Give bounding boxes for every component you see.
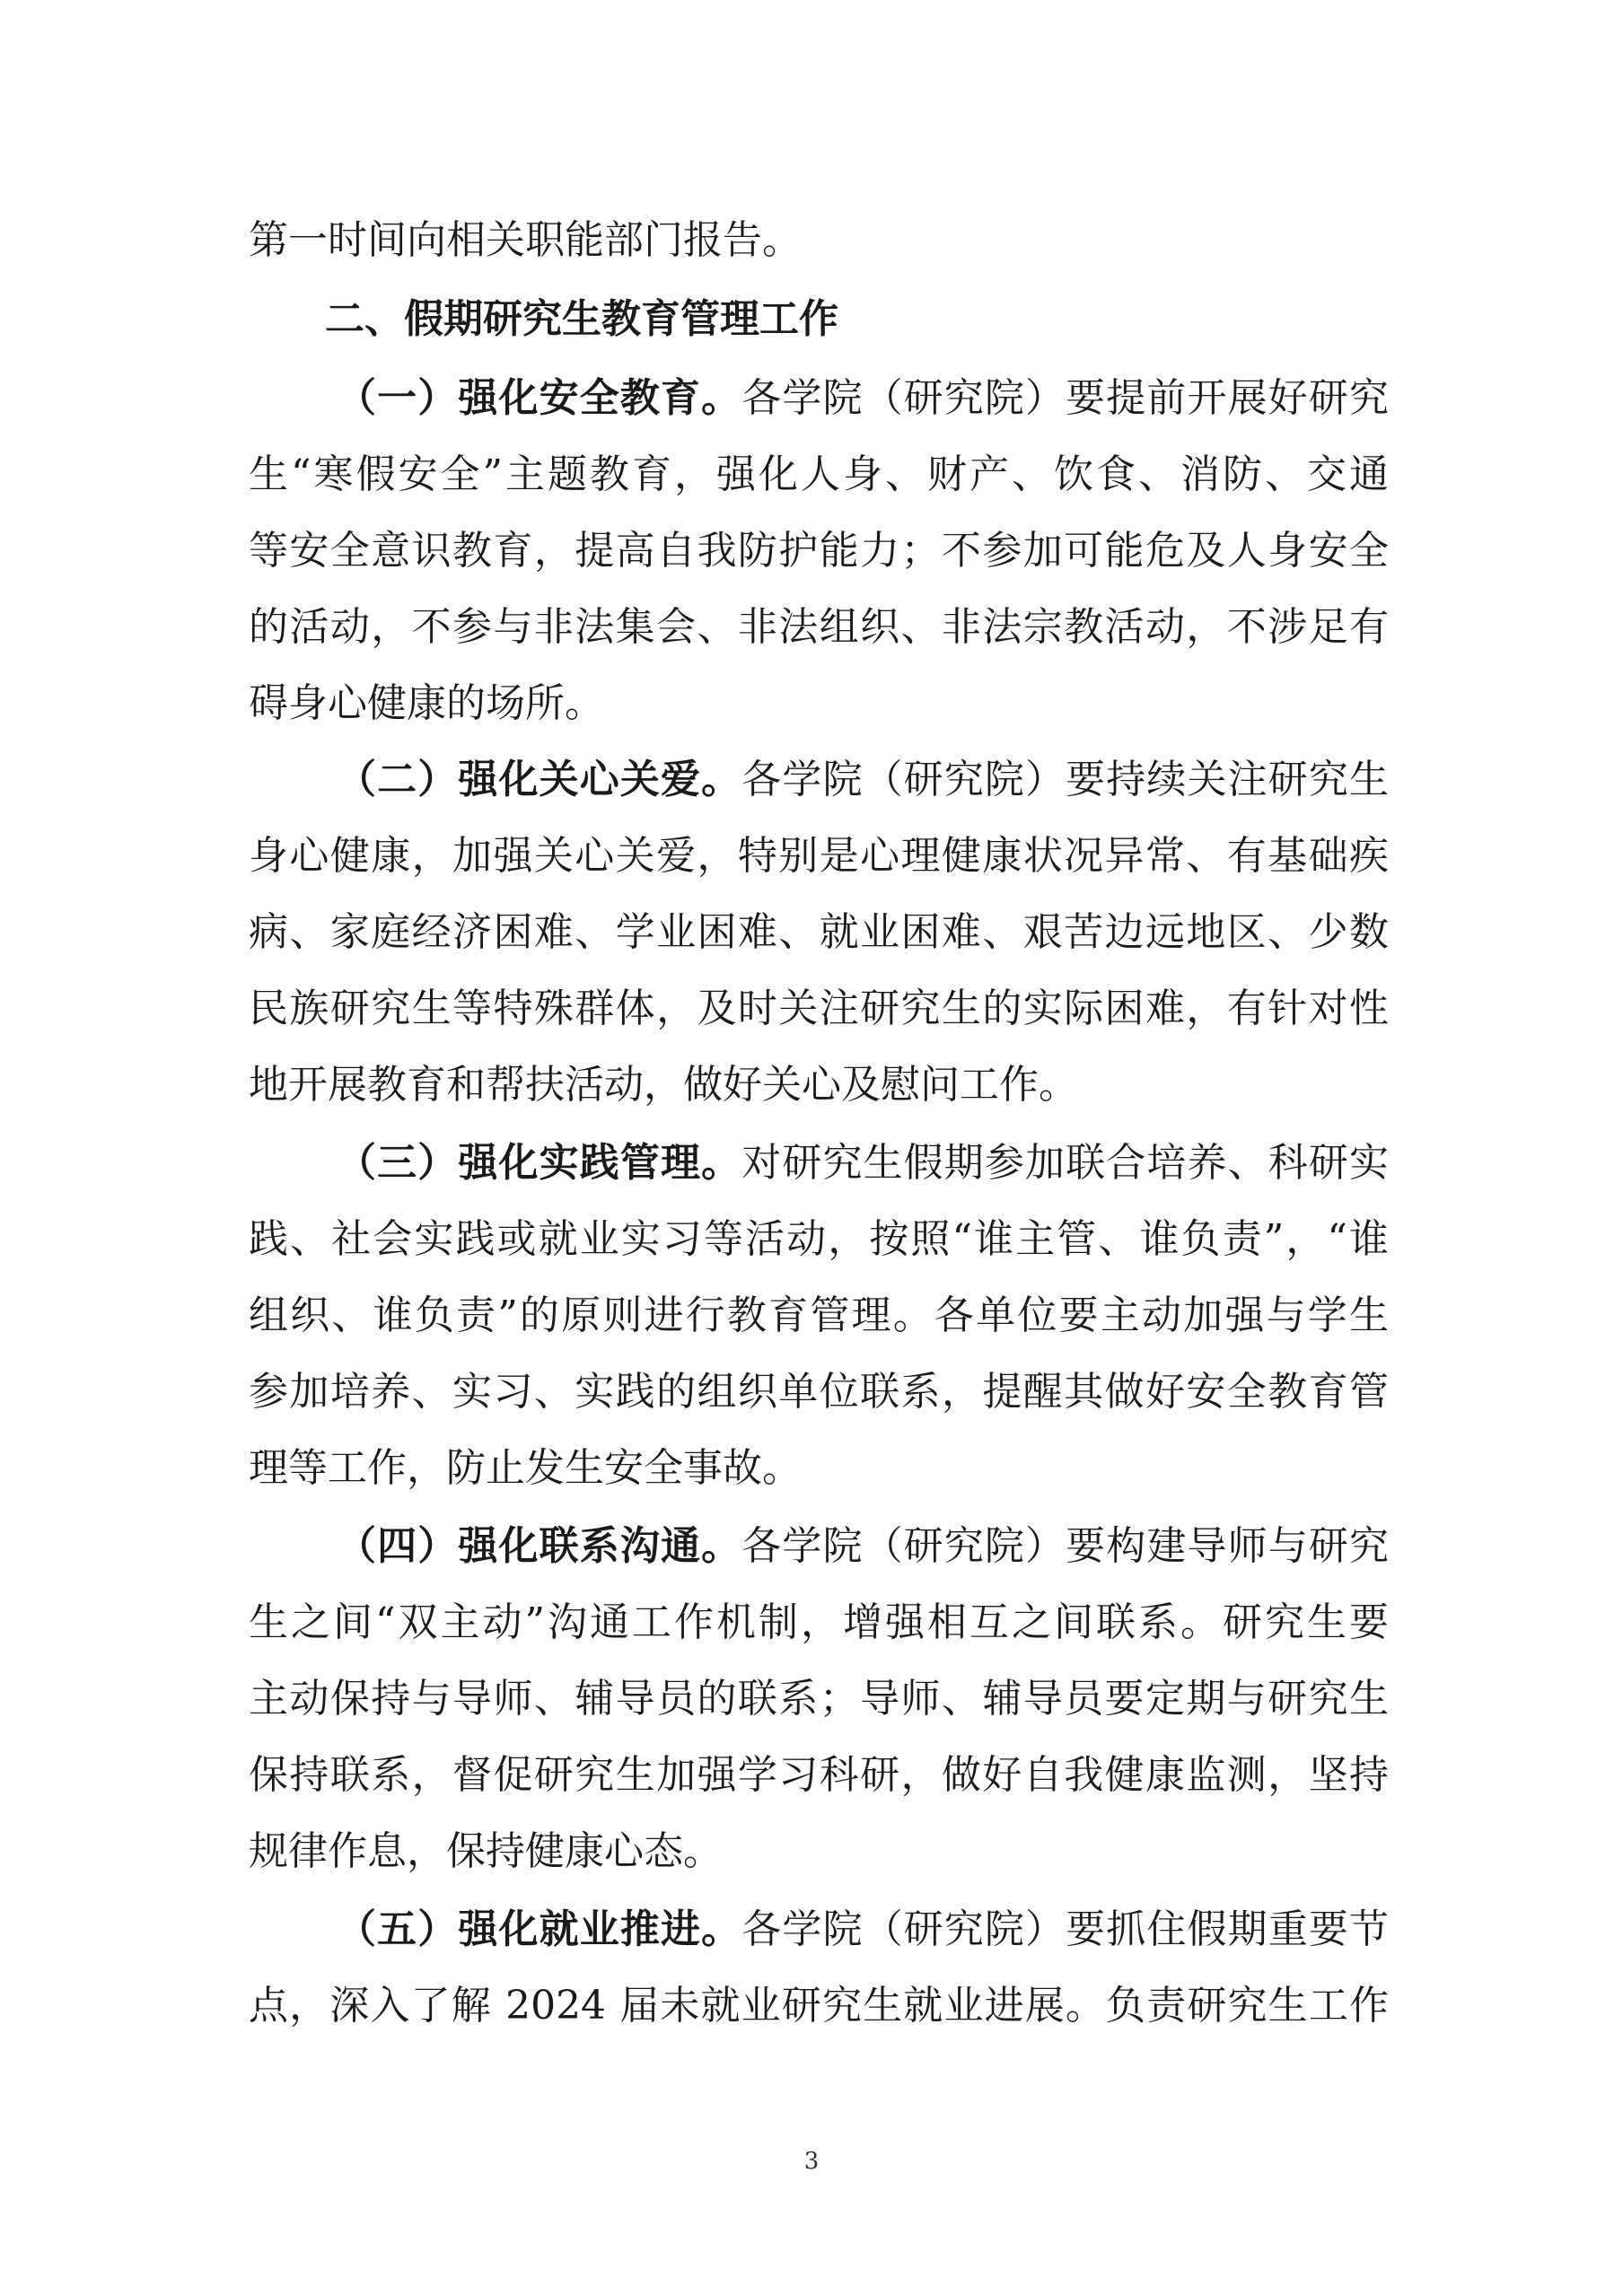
paragraph-2-line-2: 身心健康，加强关心关爱，特别是心理健康状况异常、有基础疾 <box>249 833 1389 879</box>
paragraph-1-text: 各学院（研究院）要提前开展好研究 <box>741 375 1390 421</box>
section-heading: 二、假期研究生教育管理工作 <box>325 296 838 342</box>
paragraph-2-line-3: 病、家庭经济困难、学业困难、就业困难、艰苦边远地区、少数 <box>249 909 1389 955</box>
paragraph-2-title: （二）强化关心关爱。 <box>337 757 742 802</box>
paragraph-4-line-4: 保持联系，督促研究生加强学习科研，做好自我健康监测，坚持 <box>249 1752 1389 1798</box>
paragraph-3-text: 对研究生假期参加联合培养、科研实 <box>741 1140 1390 1186</box>
paragraph-5-line-2: 点，深入了解 2024 届未就业研究生就业进展。负责研究生工作 <box>249 1983 1389 2029</box>
paragraph-4-title: （四）强化联系沟通。 <box>337 1523 742 1569</box>
paragraph-3-line-4: 参加培养、实习、实践的组织单位联系，提醒其做好安全教育管 <box>249 1369 1389 1415</box>
continuation-line: 第一时间向相关职能部门报告。 <box>249 217 802 263</box>
paragraph-1-line-2: 生“寒假安全”主题教育，强化人身、财产、饮食、消防、交通 <box>249 451 1389 497</box>
paragraph-2-line-4: 民族研究生等特殊群体，及时关注研究生的实际困难，有针对性 <box>249 986 1389 1031</box>
paragraph-4-text: 各学院（研究院）要构建导师与研究 <box>741 1523 1390 1569</box>
paragraph-4-line-1 <box>337 1511 1389 1582</box>
paragraph-5-text: 各学院（研究院）要抓住假期重要节 <box>741 1906 1390 1952</box>
paragraph-1-line-1 <box>337 363 1389 434</box>
paragraph-1-title: （一）强化安全教育。 <box>337 375 742 421</box>
paragraph-4-line-5: 规律作息，保持健康心态。 <box>249 1828 723 1874</box>
paragraph-3-line-2: 践、社会实践或就业实习等活动，按照“谁主管、谁负责”，“谁 <box>249 1216 1389 1262</box>
paragraph-3-line-1 <box>337 1127 1389 1199</box>
paragraph-1-line-4: 的活动，不参与非法集会、非法组织、非法宗教活动，不涉足有 <box>249 604 1389 650</box>
paragraph-4-line-3: 主动保持与导师、辅导员的联系；导师、辅导员要定期与研究生 <box>249 1676 1389 1722</box>
paragraph-3-title: （三）强化实践管理。 <box>337 1140 742 1186</box>
page-number: 3 <box>803 2148 820 2175</box>
paragraph-5-title: （五）强化就业推进。 <box>337 1906 742 1952</box>
paragraph-3-line-3: 组织、谁负责”的原则进行教育管理。各单位要主动加强与学生 <box>249 1293 1389 1338</box>
paragraph-2-line-5: 地开展教育和帮扶活动，做好关心及慰问工作。 <box>249 1062 1078 1108</box>
paragraph-4-line-2: 生之间“双主动”沟通工作机制，增强相互之间联系。研究生要 <box>249 1599 1389 1645</box>
paragraph-2-line-1 <box>337 744 1389 816</box>
paragraph-1-line-5: 碍身心健康的场所。 <box>249 680 604 726</box>
paragraph-1-line-3: 等安全意识教育，提高自我防护能力；不参加可能危及人身安全 <box>249 528 1389 574</box>
paragraph-5-line-1 <box>337 1894 1389 1966</box>
paragraph-2-text: 各学院（研究院）要持续关注研究生 <box>741 757 1390 802</box>
paragraph-3-line-5: 理等工作，防止发生安全事故。 <box>249 1445 802 1491</box>
